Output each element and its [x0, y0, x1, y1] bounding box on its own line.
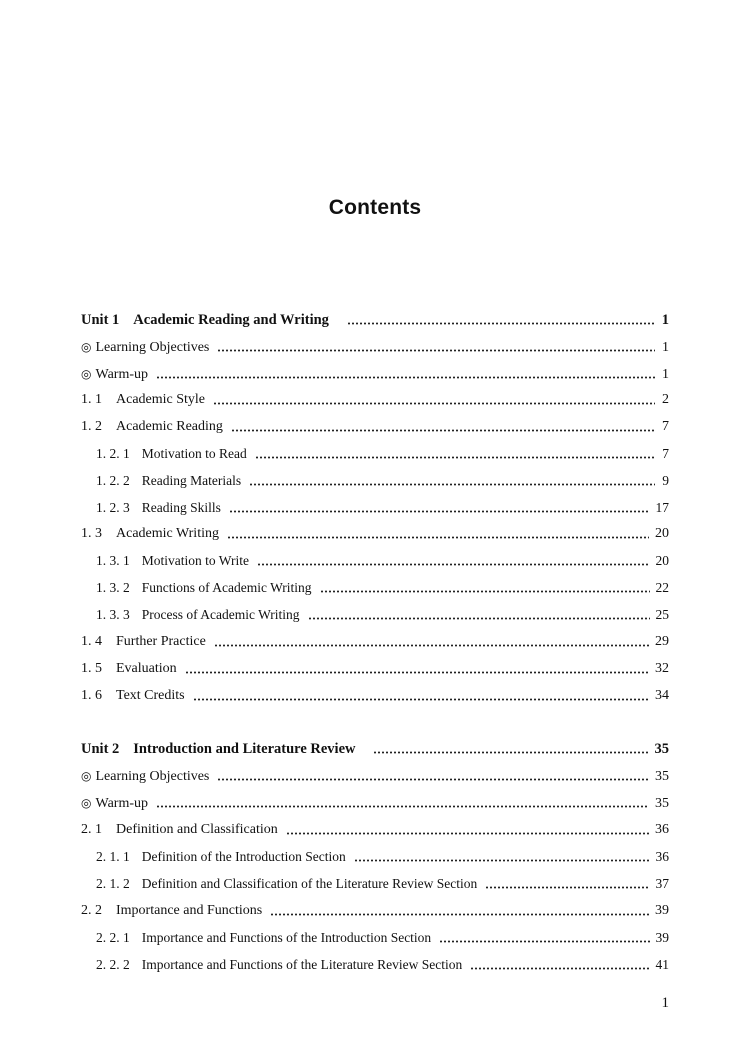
toc-entry-label: Further Practice	[116, 634, 206, 649]
toc-entry-page: 22	[655, 580, 669, 595]
bullet-icon: ◎	[81, 367, 92, 381]
toc-entry-page: 32	[655, 661, 669, 676]
toc-entry[interactable]	[81, 901, 669, 921]
toc-entry-page: 36	[655, 822, 669, 837]
toc-entry-page: 17	[655, 500, 669, 515]
leader-dots	[308, 617, 650, 620]
toc-entry-label: Process of Academic Writing	[141, 607, 300, 622]
toc-entry-page: 35	[654, 741, 669, 757]
toc-entry-number: 1. 3. 3	[96, 607, 130, 622]
toc-entry-number: 2. 1. 2	[96, 876, 130, 891]
leader-dots	[286, 832, 649, 835]
toc-entry[interactable]	[81, 686, 669, 706]
toc-entry-number: 1. 6	[81, 688, 102, 703]
toc-entry-number: Unit 2	[81, 741, 120, 757]
page-number: 1	[661, 995, 669, 1011]
toc-entry-label: Functions of Academic Writing	[141, 580, 312, 595]
toc-entry-page: 20	[655, 526, 669, 541]
toc-entry[interactable]	[96, 874, 669, 894]
toc-entry-number: 1. 2. 1	[96, 446, 130, 461]
toc-entry-label: Definition and Classification	[116, 822, 278, 837]
toc-entry-number: 2. 2	[81, 903, 102, 918]
toc-entry-label: Academic Writing	[116, 526, 219, 541]
toc-entry[interactable]	[81, 417, 669, 437]
leader-dots	[156, 805, 649, 808]
toc-entry-label: Academic Style	[116, 392, 206, 407]
leader-dots	[227, 536, 649, 539]
toc-entry[interactable]	[81, 820, 669, 840]
toc-entry-number: 1. 4	[81, 634, 102, 649]
toc-entry-page: 39	[655, 930, 669, 945]
toc-entry-label: Reading Skills	[141, 500, 221, 515]
leader-dots	[255, 456, 655, 459]
bullet-icon: ◎	[81, 796, 92, 810]
toc-entry-page: 7	[662, 446, 669, 461]
toc-entry[interactable]	[96, 444, 669, 464]
toc-entry[interactable]	[81, 337, 669, 357]
bullet-icon: ◎	[81, 769, 92, 783]
leader-dots	[214, 644, 649, 647]
toc-entry-page: 35	[655, 796, 669, 811]
toc-entry-label: Learning Objectives	[95, 769, 210, 784]
leader-dots	[249, 483, 655, 486]
toc-entry-number: 1. 3	[81, 526, 102, 541]
toc-entry-page: 1	[661, 312, 669, 328]
toc-entry[interactable]	[96, 551, 669, 571]
leader-dots	[347, 322, 655, 325]
leader-dots	[213, 402, 655, 405]
leader-dots	[217, 778, 649, 781]
toc-entry-label: Academic Reading	[116, 419, 223, 434]
toc-entry[interactable]	[96, 471, 669, 491]
toc-entry-label: Importance and Functions	[116, 903, 263, 918]
toc-entry-label: Introduction and Literature Review	[133, 741, 356, 757]
toc-entry-page: 41	[655, 957, 669, 972]
leader-dots	[373, 751, 648, 754]
toc-entry-page: 7	[662, 419, 669, 434]
leader-dots	[270, 913, 649, 916]
toc-entry-label: Text Credits	[116, 688, 185, 703]
toc-entry-label: Motivation to Write	[141, 553, 249, 568]
toc-entry[interactable]	[96, 605, 669, 625]
toc-entry-number: 2. 1	[81, 822, 102, 837]
leader-dots	[217, 349, 655, 352]
leader-dots	[156, 376, 655, 379]
toc-entry[interactable]	[96, 955, 669, 975]
toc-entry-page: 34	[655, 688, 669, 703]
toc-entry-page: 2	[662, 392, 669, 407]
toc-entry-number: 1. 3. 2	[96, 580, 130, 595]
toc-entry[interactable]	[81, 659, 669, 679]
toc-entry-number: 2. 2. 2	[96, 957, 130, 972]
toc-entry-page: 20	[655, 553, 669, 568]
toc-entry-page: 37	[655, 876, 669, 891]
toc-entry-label: Evaluation	[116, 661, 177, 676]
leader-dots	[231, 429, 655, 432]
toc-entry-number: 1. 2	[81, 419, 102, 434]
toc-entry-page: 29	[655, 634, 669, 649]
toc-entry[interactable]	[81, 390, 669, 410]
toc-unit-1[interactable]	[81, 310, 669, 330]
toc-entry-label: Importance and Functions of the Introduction Section	[141, 930, 432, 945]
toc-entry[interactable]	[81, 632, 669, 652]
page-title: Contents	[328, 196, 422, 219]
toc-entry-label: Definition and Classification of the Literature Review Section	[141, 876, 478, 891]
toc-entry[interactable]	[96, 928, 669, 948]
leader-dots	[257, 563, 650, 566]
toc-entry[interactable]	[81, 524, 669, 544]
toc-entry-number: 1. 5	[81, 661, 102, 676]
toc-unit-2[interactable]	[81, 739, 669, 759]
toc-entry[interactable]	[96, 578, 669, 598]
toc-entry-page: 25	[655, 607, 669, 622]
toc-entry-label: Warm-up	[95, 367, 149, 382]
toc-entry-page: 1	[662, 367, 669, 382]
toc-entry-number: 1. 2. 2	[96, 473, 130, 488]
toc-entry-label: Academic Reading and Writing	[133, 312, 329, 328]
toc-entry-label: Warm-up	[95, 796, 149, 811]
bullet-icon: ◎	[81, 340, 92, 354]
leader-dots	[354, 859, 650, 862]
toc-entry-page: 35	[655, 769, 669, 784]
toc-entry[interactable]	[96, 847, 669, 867]
leader-dots	[470, 967, 649, 970]
toc-entry-page: 39	[655, 903, 669, 918]
toc-entry[interactable]	[81, 364, 669, 384]
toc-entry-label: Learning Objectives	[95, 340, 210, 355]
toc-entry-label: Definition of the Introduction Section	[141, 849, 346, 864]
toc-entry-label: Motivation to Read	[141, 446, 247, 461]
toc-entry[interactable]	[81, 793, 669, 813]
toc-entry-number: 1. 2. 3	[96, 500, 130, 515]
toc-entry[interactable]	[96, 498, 669, 518]
toc-entry-label: Importance and Functions of the Literature Review Section	[141, 957, 463, 972]
leader-dots	[320, 590, 650, 593]
toc-entry-number: 2. 2. 1	[96, 930, 130, 945]
toc-entry-page: 36	[655, 849, 669, 864]
toc-entry-page: 1	[662, 340, 669, 355]
leader-dots	[485, 886, 649, 889]
leader-dots	[229, 510, 650, 513]
toc-entry-number: 1. 3. 1	[96, 553, 130, 568]
toc-entry-number: 1. 1	[81, 392, 102, 407]
leader-dots	[185, 671, 649, 674]
leader-dots	[193, 698, 649, 701]
toc-entry-number: Unit 1	[81, 312, 120, 328]
toc-entry-number: 2. 1. 1	[96, 849, 130, 864]
toc-entry-page: 9	[662, 473, 669, 488]
leader-dots	[439, 940, 649, 943]
toc-entry[interactable]	[81, 766, 669, 786]
toc-entry-label: Reading Materials	[141, 473, 242, 488]
